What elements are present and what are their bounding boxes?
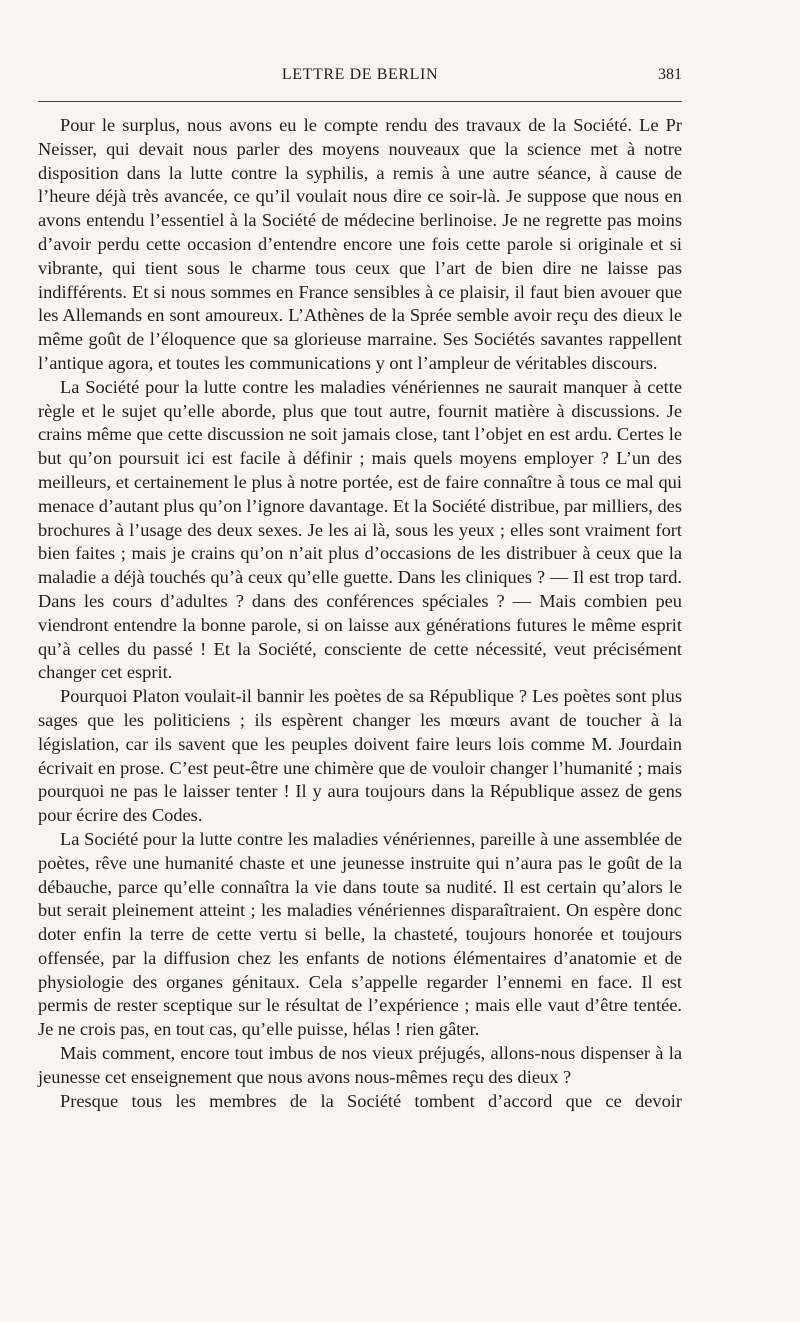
header-rule bbox=[38, 101, 682, 102]
body-text bbox=[38, 114, 682, 1113]
page-header bbox=[38, 66, 682, 94]
paragraph: La Société pour la lutte contre les maladies vénériennes ne saurait manquer à cette règle et le sujet qu’elle aborde, plus que tout autre, fournit matière à discussions. Je crains même que cette discussion ne soit jamais close, tant l’objet en est ardu. Certes le but qu’on poursuit ici est facile à définir ; mais quels moyens employer ? L’un des meilleurs, et certainement le plus à notre portée, est de faire connaître à tous ce mal qui menace d’autant plus qu’on l’ignore davantage. Et la Société distribue, par milliers, des brochures à l’usage des deux sexes. Je les ai là, sous les yeux ; elles sont vraiment fort bien faites ; mais je crains qu’on n’ait plus d’occasions de les distribuer à ceux que la maladie a déjà touchés qu’à ceux qu’elle guette. Dans les cliniques ? — Il est trop tard. Dans les cours d’adultes ? dans des conférences spéciales ? — Mais combien peu viendront entendre la bonne parole, si on laisse aux générations futures le même esprit qu’à celles du passé ! Et la Société, consciente de cette nécessité, veut précisément changer cet esprit. bbox=[38, 376, 682, 683]
page-number: 381 bbox=[658, 66, 682, 83]
paragraph: La Société pour la lutte contre les maladies vénériennes, pareille à une assemblée de poètes, rêve une humanité chaste et une jeunesse instruite qui n’aura pas le goût de la débauche, parce qu’elle connaîtra la vie dans toute sa nudité. Il est certain qu’alors le but serait pleinement atteint ; les maladies vénériennes disparaîtraient. On espère donc doter enfin la terre de cette vertu si belle, la chasteté, toujours honorée et toujours offensée, par la diffusion chez les enfants de notions élémentaires d’anatomie et de physiologie des organes génitaux. Cela s’appelle regarder l’ennemi en face. Il est permis de rester sceptique sur le résultat de l’expérience ; mais elle vaut d’être tentée. Je ne crois pas, en tout cas, qu’elle puisse, hélas ! rien gâter. bbox=[38, 828, 682, 1040]
paragraph: Presque tous les membres de la Société tombent d’accord que ce devoir bbox=[60, 1090, 682, 1111]
paragraph: Pour le surplus, nous avons eu le compte rendu des travaux de la Société. Le Pr Neisser, qui devait nous parler des moyens nouveaux que la science met à notre disposition dans la lutte contre la syphilis, a remis à une autre séance, à cause de l’heure déjà très avancée, ce qu’il voulait nous dire ce soir-là. Je suppose que nous en avons entendu l’essentiel à la Société de médecine berlinoise. Je ne regrette pas moins d’avoir perdu cette occasion d’entendre encore une fois cette parole si originale et si vibrante, qui tient sous le charme tous ceux que l’art de bien dire ne laisse pas indifférents. Et si nous sommes en France sensibles à ce plaisir, il faut bien avouer que les Allemands en sont amoureux. L’Athènes de la Sprée semble avoir reçu des dieux le même goût de l’éloquence que sa glorieuse marraine. Ses Sociétés savantes rappellent l’antique agora, et toutes les communications y ont l’ampleur de véritables discours. bbox=[38, 115, 682, 373]
paragraph: Mais comment, encore tout imbus de nos vieux préjugés, allons-nous dispenser à la jeunesse cet enseignement que nous avons nous-mêmes reçu des dieux ? bbox=[38, 1043, 682, 1087]
running-title: LETTRE DE BERLIN bbox=[281, 66, 439, 83]
paragraph: Pourquoi Platon voulait-il bannir les poètes de sa République ? Les poètes sont plus sages que les politiciens ; ils espèrent changer les mœurs avant de toucher à la législation, car ils savent que les peuples doivent faire leurs lois comme M. Jourdain écrivait en prose. C’est peut-être une chimère que de vouloir changer l’humanité ; mais pourquoi ne pas le laisser tenter ! Il y aura toujours dans la République assez de gens pour écrire des Codes. bbox=[38, 686, 682, 826]
